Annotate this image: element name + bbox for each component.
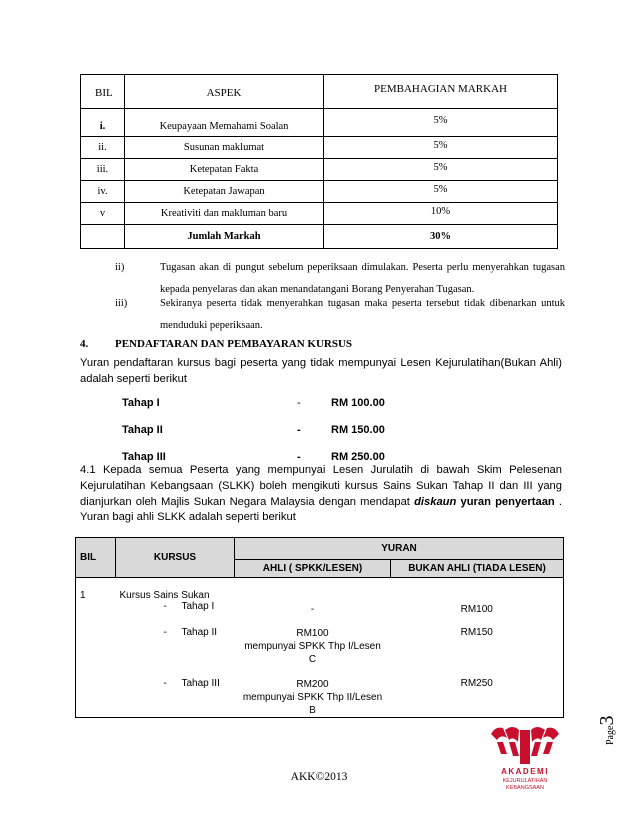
header-ahli: AHLI ( SPKK/LESEN)	[235, 560, 391, 578]
header-markah: PEMBAHAGIAN MARKAH	[324, 75, 558, 109]
header-aspek: ASPEK	[125, 75, 324, 109]
marks-table-header	[81, 75, 558, 109]
akademi-logo	[485, 724, 565, 794]
para-text: 4.1 Kepada semua Peserta yang mempunyai Lesen Jurulatih di bawah Skim Pelesenan Kejurulatihan Kebangsaan (SLKK) boleh mengikuti kursus Sains Sukan Tahap II dan III yang dianjurkan oleh Majlis Sukan Negara Malaysia dengan mendapat	[80, 464, 562, 508]
table-row	[81, 203, 558, 225]
list-item	[115, 293, 565, 337]
table-row	[81, 181, 558, 203]
bukan-ahli-fee: RM150	[391, 615, 564, 666]
header-kursus: KURSUS	[116, 538, 235, 578]
row-bil: iv.	[81, 181, 125, 203]
table-row	[81, 137, 558, 159]
fee-amount: RM 100.00	[331, 397, 385, 409]
row-markah: 5%	[324, 159, 558, 181]
bukan-ahli-fee: RM250	[391, 666, 564, 718]
logo-line2: KEJURULATIHAN	[502, 778, 548, 784]
table-row	[81, 109, 558, 137]
fee-dash: -	[297, 397, 301, 409]
row-markah: 5%	[324, 181, 558, 203]
fee-table-header	[76, 538, 564, 560]
total-label: Jumlah Markah	[125, 225, 324, 249]
page-word: Page	[605, 725, 616, 745]
table-row	[76, 615, 564, 666]
fee-label: Tahap III	[122, 451, 166, 463]
fee-dash: -	[297, 424, 301, 436]
table-row	[76, 666, 564, 718]
total-row	[81, 225, 558, 249]
logo-emblem-icon	[485, 724, 565, 794]
ahli-fee: -	[310, 604, 315, 615]
row-aspek: Kreativiti dan makluman baru	[125, 203, 324, 225]
row-aspek: Ketepatan Fakta	[125, 159, 324, 181]
row-markah: 10%	[324, 203, 558, 225]
section-number: 4.	[80, 338, 89, 350]
para-strong: yuran penyertaan	[456, 495, 555, 508]
logo-line1: AKADEMI	[501, 767, 549, 776]
fee-amount: RM 150.00	[331, 424, 385, 436]
row-bil: v	[81, 203, 125, 225]
header-yuran: YURAN	[235, 538, 564, 560]
header-bil: BIL	[76, 538, 116, 578]
list-number: iii)	[115, 298, 128, 309]
paragraph-fees-intro: Yuran pendaftaran kursus bagi peserta yang tidak mempunyai Lesen Kejurulatihan(Bukan Ahli) adalah seperti berikut	[80, 357, 562, 385]
ahli-fee: RM200 mempunyai SPKK Thp II/Lesen B	[235, 666, 391, 718]
header-bukan-ahli: BUKAN AHLI (TIADA LESEN)	[391, 560, 564, 578]
page-number-label	[596, 685, 620, 745]
fee-amount: RM 250.00	[331, 451, 385, 463]
list-text: Sekiranya peserta tidak menyerahkan tugasan maka peserta tersebut tidak dibenarkan untuk menduduki peperiksaan.	[160, 298, 565, 331]
row-aspek: Susunan maklumat	[125, 137, 324, 159]
row-markah: 5%	[324, 137, 558, 159]
row-markah: 5%	[324, 109, 558, 137]
section-title: PENDAFTARAN DAN PEMBAYARAN KURSUS	[115, 338, 353, 350]
bukan-ahli-fee: RM100	[391, 578, 564, 616]
row-bil: ii.	[81, 137, 125, 159]
para-text-end: . Yuran bagi ahli SLKK adalah seperti berikut	[80, 495, 563, 524]
fee-dash: -	[297, 451, 301, 463]
paragraph-member-discount	[80, 463, 562, 526]
course-title: Kursus Sains Sukan	[119, 590, 210, 601]
row-bil: 1	[76, 578, 116, 616]
row-aspek: Keupayaan Memahami Soalan	[125, 109, 324, 137]
row-aspek: Ketepatan Jawapan	[125, 181, 324, 203]
table-row	[81, 159, 558, 181]
para-emphasis: diskaun	[414, 495, 457, 508]
row-bil: iii.	[81, 159, 125, 181]
list-text: Tugasan akan di pungut sebelum peperiksaan dimulakan. Peserta perlu menyerahkan tugasan kepada penyelaras dan akan menandatangani Borang Penyerahan Tugasan.	[160, 262, 565, 295]
ahli-fee: RM100 mempunyai SPKK Thp I/Lesen C	[244, 628, 381, 665]
course-level: - Tahap III	[163, 678, 220, 689]
logo-line3: KEBANGSAAN	[506, 785, 544, 791]
course-level: - Tahap I	[163, 601, 215, 612]
row-bil: i.	[81, 109, 125, 137]
list-number: ii)	[115, 262, 125, 273]
page-number: 3	[596, 715, 618, 726]
fee-table	[75, 537, 564, 718]
total-value: 30%	[324, 225, 558, 249]
marks-table	[80, 74, 558, 249]
fee-label: Tahap I	[122, 397, 160, 409]
course-level: - Tahap II	[163, 627, 218, 638]
header-bil: BIL	[81, 75, 125, 109]
table-row	[76, 578, 564, 616]
fee-label: Tahap II	[122, 424, 163, 436]
footer-copyright: AKK©2013	[290, 771, 348, 783]
